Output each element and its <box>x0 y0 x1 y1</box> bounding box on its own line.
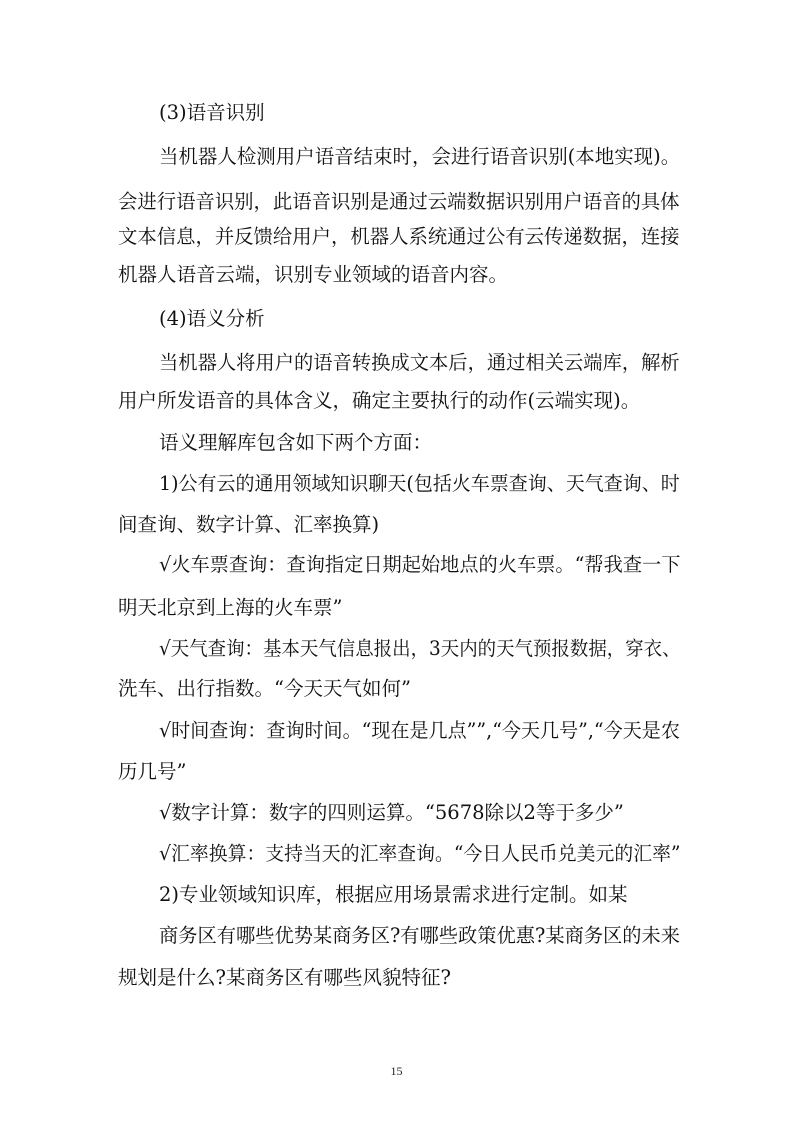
paragraph-line: 当机器人检测用户语音结束时，会进行语音识别(本地实现)。 <box>159 145 681 168</box>
list-item-calculation: √数字计算：数字的四则运算。“5678除以2等于多少” <box>159 801 624 824</box>
paragraph-line: 洗车、出行指数。“今天天气如何” <box>118 677 411 700</box>
paragraph-line: 间查询、数字计算、汇率换算) <box>118 513 380 536</box>
paragraph-line: 历几号” <box>118 760 187 783</box>
paragraph-line: 用户所发语音的具体含义，确定主要执行的动作(云端实现)。 <box>118 389 641 412</box>
heading-speech-recognition: (3)语音识别 <box>159 101 265 124</box>
list-item-domain-knowledge: 2)专业领域知识库，根据应用场景需求进行定制。如某 <box>159 883 628 906</box>
list-item-exchange-rate: √汇率换算：支持当天的汇率查询。“今日人民币兑美元的汇率” <box>159 842 681 865</box>
list-item-public-cloud: 1)公有云的通用领域知识聊天(包括火车票查询、天气查询、时 <box>159 472 680 495</box>
paragraph-line: 明天北京到上海的火车票” <box>118 596 343 619</box>
paragraph-line: 机器人语音云端，识别专业领域的语音内容。 <box>118 263 509 286</box>
paragraph-line: 文本信息，并反馈给用户，机器人系统通过公有云传递数据，连接 <box>118 225 680 248</box>
paragraph-line: 语义理解库包含如下两个方面： <box>159 431 433 454</box>
paragraph-line: 规划是什么?某商务区有哪些风貌特征? <box>118 966 451 989</box>
heading-semantic-analysis: (4)语义分析 <box>159 307 265 330</box>
list-item-weather: √天气查询：基本天气信息报出，3天内的天气预报数据，穿衣、 <box>159 637 681 660</box>
paragraph-line: 当机器人将用户的语音转换成文本后，通过相关云端库，解析 <box>159 351 680 374</box>
list-item-time: √时间查询：查询时间。“现在是几点””,“今天几号”,“今天是农 <box>159 719 680 742</box>
paragraph-line: 商务区有哪些优势某商务区?有哪些政策优惠?某商务区的未来 <box>159 924 681 947</box>
page-number: 15 <box>390 1064 403 1078</box>
list-item-train-ticket: √火车票查询：查询指定日期起始地点的火车票。“帮我查一下 <box>159 553 681 576</box>
paragraph-line: 会进行语音识别，此语音识别是通过云端数据识别用户语音的具体 <box>118 190 680 213</box>
